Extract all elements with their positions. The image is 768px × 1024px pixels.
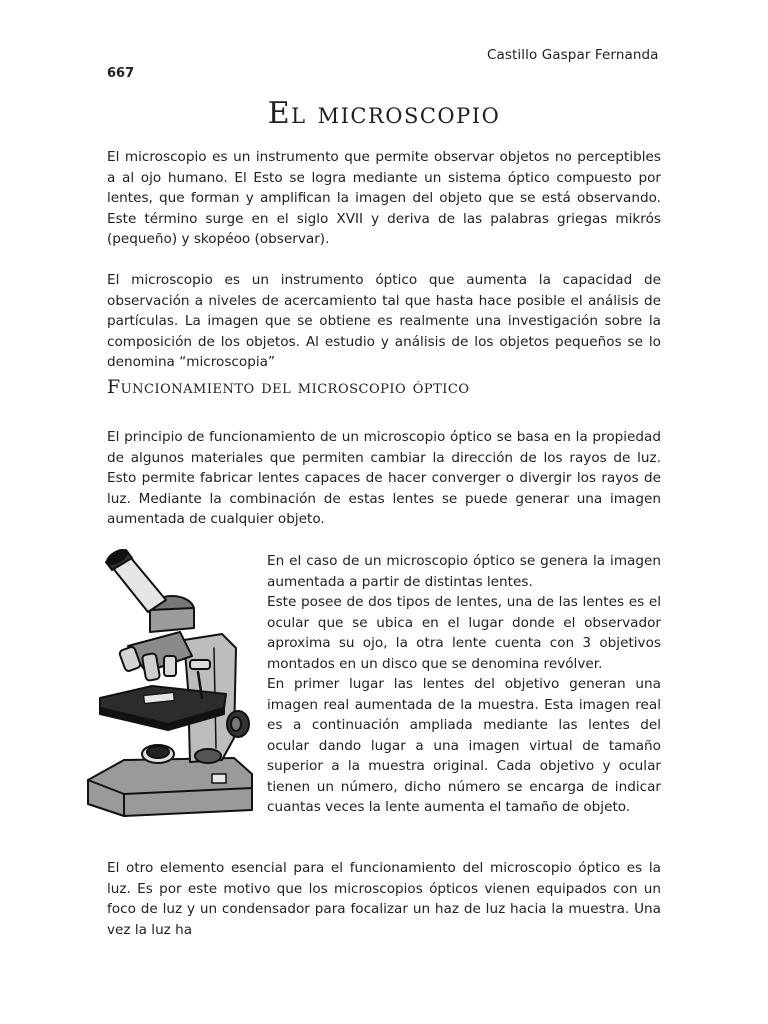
intro-paragraph-1: El microscopio es un instrumento que permite observar objetos no perceptibles a al ojo humano. El Esto se logra mediante un sistema óptico compuesto por lentes, que forman y amplifican la imagen del objeto que se está observando. Este término surge en el siglo XVII y deriva de las palabras griegas mikrós (pequeño) y skopéoo (observar). [107, 149, 661, 247]
page-title: El microscopio [267, 96, 501, 131]
author-name: Castillo Gaspar Fernanda [487, 47, 659, 63]
microscope-illustration [84, 548, 256, 838]
page-number: 667 [107, 66, 135, 81]
intro-paragraph-2: El microscopio es un instrumento óptico que aumenta la capacidad de observación a niveles de acercamiento tal que hasta hace posible el análisis de partículas. La imagen que se obtiene es realmente una investigación sobre la composición de los objetos. Al estudio y análisis de los objetos pequeños se lo denomina “microscopia” [107, 272, 661, 370]
section-heading: Funcionamiento del microscopio óptico [107, 376, 470, 398]
final-paragraph: El otro elemento esencial para el funcionamiento del microscopio óptico es la luz. Es por este motivo que los microscopios ópticos vienen equipados con un foco de luz y un condensador para focalizar un haz de luz hacia la muestra. Una vez la luz ha [107, 860, 661, 938]
side-text-block [267, 551, 661, 818]
side-paragraph-3: En primer lugar las lentes del objetivo generan una imagen real aumentada de la muestra. Esta imagen real es a continuación ampliada mediante las lentes del ocular dando lugar a una imagen virtual de tamaño superior a la muestra original. Cada objetivo y ocular tienen un número, dicho número se encarga de indicar cuantas veces la lente aumenta el tamaño de objeto. [267, 676, 661, 815]
side-paragraph-2: Este posee de dos tipos de lentes, una de las lentes es el ocular que se ubica en el lugar donde el observador aproxima su ojo, la otra lente cuenta con 3 objetivos montados en un disco que se denomina revólver. [267, 594, 661, 672]
section-paragraph-1: El principio de funcionamiento de un microscopio óptico se basa en la propiedad de algunos materiales que permiten cambiar la dirección de los rayos de luz. Esto permite fabricar lentes capaces de hacer converger o divergir los rayos de luz. Mediante la combinación de estas lentes se puede generar una imagen aumentada de cualquier objeto. [107, 429, 661, 527]
side-paragraph-1: En el caso de un microscopio óptico se genera la imagen aumentada a partir de distintas lentes. [267, 553, 661, 590]
